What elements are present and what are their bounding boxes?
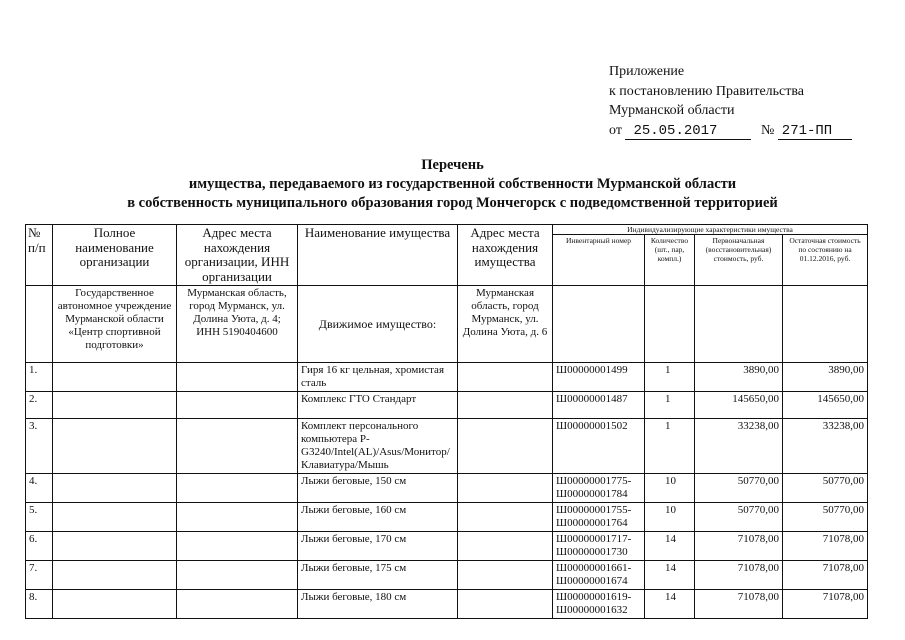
row-inventory-number: Ш00000001717-Ш00000001730 (553, 532, 645, 561)
row-inventory-number: Ш00000001755-Ш00000001764 (553, 503, 645, 532)
org-address: Мурманская область, город Мурманск, ул. Долина Уюта, д. 4; ИНН 5190404600 (177, 286, 298, 363)
row-residual-cost: 50770,00 (783, 503, 868, 532)
row-inventory-number: Ш00000001619-Ш00000001632 (553, 590, 645, 619)
header-quantity: Количество (шт., пар, компл.) (645, 235, 695, 286)
row-initial-cost: 145650,00 (695, 392, 783, 419)
row-number: 1. (26, 363, 53, 392)
row-property-name: Лыжи беговые, 170 см (298, 532, 458, 561)
org-name: Государственное автономное учреждение Мурманской области «Центр спортивной подготовки» (53, 286, 177, 363)
header-row-group (26, 225, 868, 235)
row-property-address-empty (458, 503, 553, 532)
row-number: 2. (26, 392, 53, 419)
row-org-empty (53, 561, 177, 590)
row-number: 5. (26, 503, 53, 532)
row-quantity: 14 (645, 561, 695, 590)
row-quantity: 1 (645, 392, 695, 419)
row-number: 4. (26, 474, 53, 503)
row-org-empty (53, 474, 177, 503)
row-property-name: Комплекс ГТО Стандарт (298, 392, 458, 419)
row-property-name: Гиря 16 кг цельная, хромистая сталь (298, 363, 458, 392)
row-quantity: 10 (645, 503, 695, 532)
annex-date: 25.05.2017 (625, 124, 751, 140)
row-org-empty (53, 419, 177, 474)
table-row (26, 590, 868, 619)
header-residual-cost: Остаточная стоимость по состоянию на 01.12.2016, руб. (783, 235, 868, 286)
property-address: Мурманская область, город Мурманск, ул. Долина Уюта, д. 6 (458, 286, 553, 363)
item-rows (26, 363, 868, 619)
row-property-address-empty (458, 363, 553, 392)
header-property-name: Наименование имущества (298, 225, 458, 286)
movable-property-label: Движимое имущество: (298, 286, 458, 363)
row-org-address-empty (177, 474, 298, 503)
title-line-2: имущества, передаваемого из государственной собственности Мурманской области (188, 176, 737, 192)
title-line-1: Перечень (421, 157, 484, 173)
annex-line-3: Мурманской области (609, 103, 735, 118)
row-org-address-empty (177, 532, 298, 561)
table-row (26, 363, 868, 392)
row-residual-cost: 33238,00 (783, 419, 868, 474)
org-row-empty-inv (553, 286, 645, 363)
row-quantity: 1 (645, 419, 695, 474)
row-org-empty (53, 363, 177, 392)
row-property-address-empty (458, 561, 553, 590)
row-inventory-number: Ш00000001775-Ш00000001784 (553, 474, 645, 503)
row-inventory-number: Ш00000001502 (553, 419, 645, 474)
row-number: 6. (26, 532, 53, 561)
row-quantity: 10 (645, 474, 695, 503)
row-org-address-empty (177, 561, 298, 590)
row-org-empty (53, 392, 177, 419)
row-org-address-empty (177, 363, 298, 392)
document-title (0, 156, 905, 213)
row-initial-cost: 3890,00 (695, 363, 783, 392)
row-residual-cost: 50770,00 (783, 474, 868, 503)
row-org-address-empty (177, 503, 298, 532)
org-row-empty-qty (645, 286, 695, 363)
annex-line-1: Приложение (609, 64, 685, 79)
annex-block (609, 62, 889, 140)
annex-from-label: от (609, 122, 622, 138)
row-inventory-number: Ш00000001661-Ш00000001674 (553, 561, 645, 590)
property-table (25, 224, 868, 619)
header-num: № п/п (26, 225, 53, 286)
row-org-address-empty (177, 392, 298, 419)
annex-number-label: № (760, 122, 775, 138)
header-property-address: Адрес места нахождения имущества (458, 225, 553, 286)
row-inventory-number: Ш00000001487 (553, 392, 645, 419)
row-property-address-empty (458, 419, 553, 474)
table-row (26, 561, 868, 590)
row-residual-cost: 71078,00 (783, 561, 868, 590)
row-residual-cost: 71078,00 (783, 532, 868, 561)
row-property-name: Комплект персонального компьютера P-G3240/Intel(AL)/Asus/Монитор/Клавиатура/Мышь (298, 419, 458, 474)
title-line-3: в собственность муниципального образования город Мончегорск с подведомственной территорией (127, 195, 778, 211)
table-row (26, 392, 868, 419)
annex-number: 271-ПП (778, 124, 852, 140)
row-residual-cost: 71078,00 (783, 590, 868, 619)
row-property-name: Лыжи беговые, 175 см (298, 561, 458, 590)
header-initial-cost: Первоначальная (восстановительная) стоимость, руб. (695, 235, 783, 286)
header-org: Полное наименование организации (53, 225, 177, 286)
header-inventory-number: Инвентарный номер (553, 235, 645, 286)
table-row (26, 419, 868, 474)
row-property-name: Лыжи беговые, 150 см (298, 474, 458, 503)
row-initial-cost: 71078,00 (695, 590, 783, 619)
org-row-empty-initial (695, 286, 783, 363)
header-characteristics: Индивидуализирующие характеристики имущества (553, 225, 868, 235)
row-org-address-empty (177, 590, 298, 619)
table-row (26, 532, 868, 561)
org-row (26, 286, 868, 363)
row-property-address-empty (458, 474, 553, 503)
org-row-empty-residual (783, 286, 868, 363)
row-initial-cost: 71078,00 (695, 532, 783, 561)
annex-date-line (609, 121, 889, 141)
row-org-empty (53, 590, 177, 619)
table-row (26, 474, 868, 503)
header-org-address: Адрес места нахождения организации, ИНН организации (177, 225, 298, 286)
row-quantity: 14 (645, 590, 695, 619)
row-org-empty (53, 532, 177, 561)
row-property-address-empty (458, 392, 553, 419)
row-quantity: 1 (645, 363, 695, 392)
row-initial-cost: 71078,00 (695, 561, 783, 590)
row-org-address-empty (177, 419, 298, 474)
table-row (26, 503, 868, 532)
row-property-name: Лыжи беговые, 180 см (298, 590, 458, 619)
row-residual-cost: 3890,00 (783, 363, 868, 392)
row-number: 3. (26, 419, 53, 474)
row-inventory-number: Ш00000001499 (553, 363, 645, 392)
row-quantity: 14 (645, 532, 695, 561)
row-initial-cost: 33238,00 (695, 419, 783, 474)
row-org-empty (53, 503, 177, 532)
row-property-name: Лыжи беговые, 160 см (298, 503, 458, 532)
row-initial-cost: 50770,00 (695, 474, 783, 503)
annex-line-2: к постановлению Правительства (609, 83, 805, 99)
row-residual-cost: 145650,00 (783, 392, 868, 419)
row-number: 7. (26, 561, 53, 590)
row-property-address-empty (458, 532, 553, 561)
row-initial-cost: 50770,00 (695, 503, 783, 532)
row-number: 8. (26, 590, 53, 619)
org-row-num (26, 286, 53, 363)
row-property-address-empty (458, 590, 553, 619)
